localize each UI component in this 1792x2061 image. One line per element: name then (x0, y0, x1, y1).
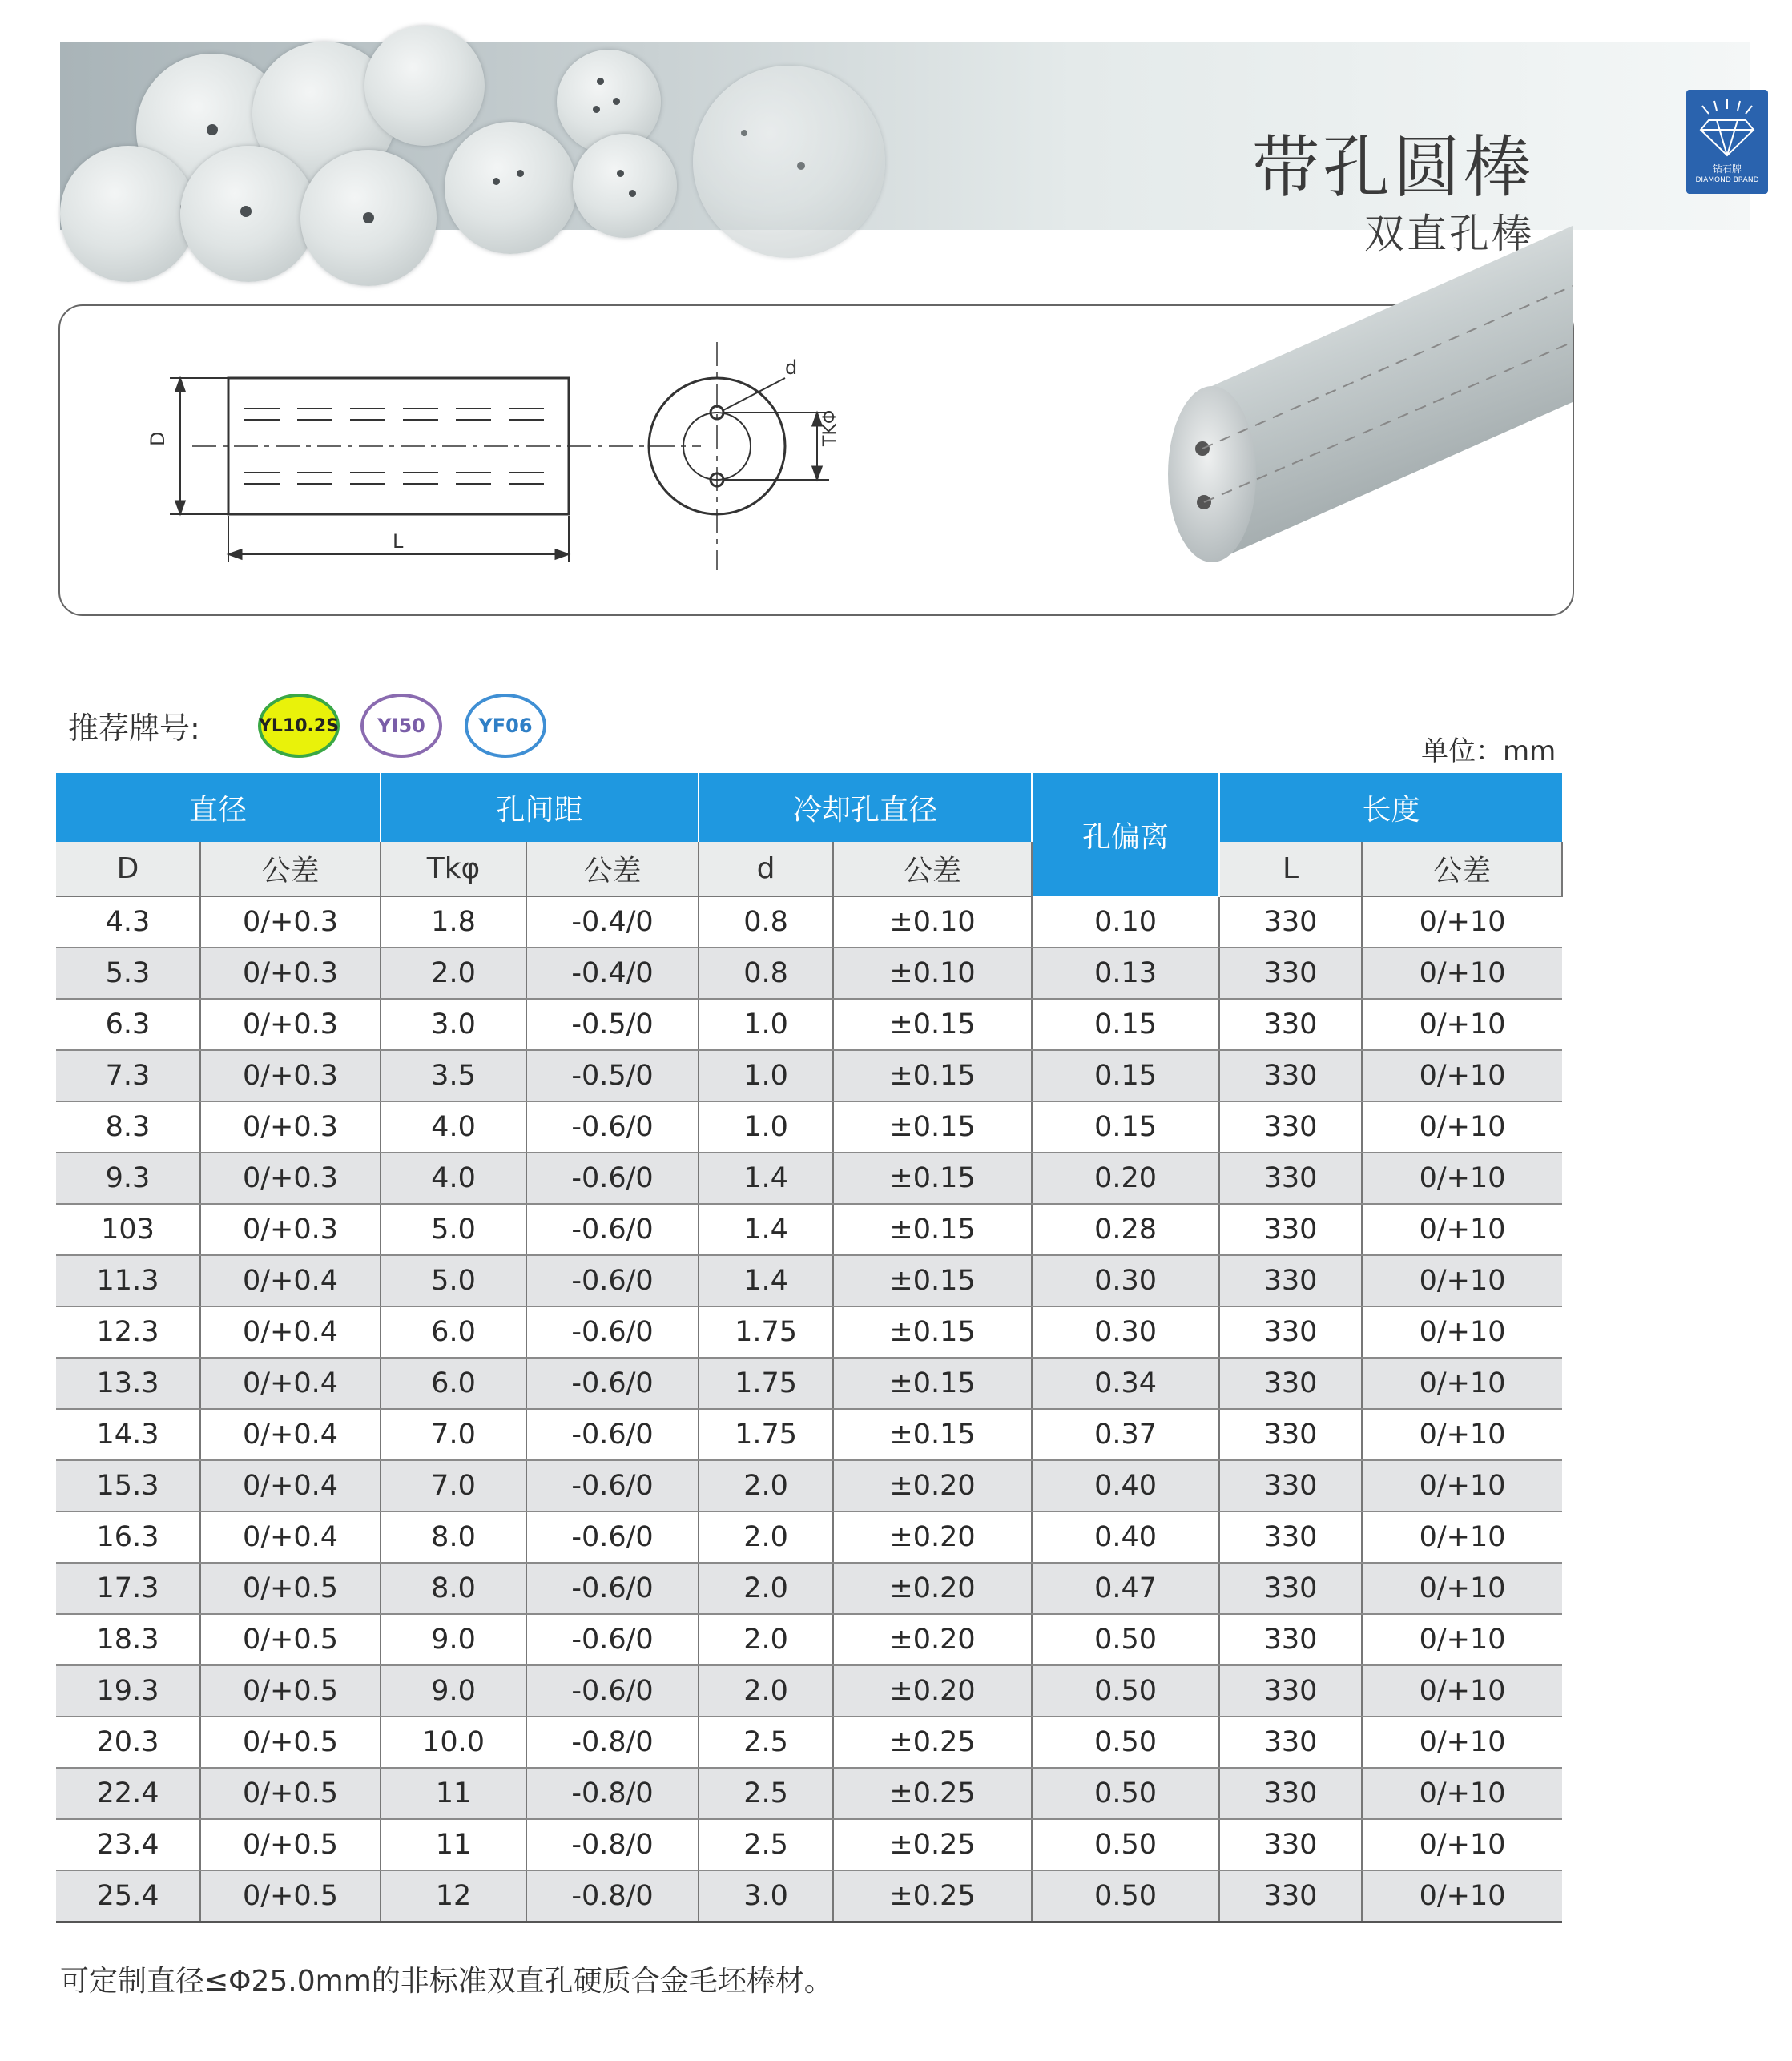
table-cell: 9.3 (56, 1153, 200, 1204)
table-cell: 0.50 (1032, 1870, 1219, 1922)
table-cell: ±0.15 (833, 1050, 1032, 1101)
dim-label-L: L (393, 530, 404, 553)
table-cell: 1.0 (699, 1050, 833, 1101)
table-cell: 14.3 (56, 1409, 200, 1460)
table-cell: 0/+0.4 (200, 1306, 381, 1358)
table-cell: ±0.15 (833, 1306, 1032, 1358)
table-cell: ±0.15 (833, 1204, 1032, 1255)
table-cell: ±0.15 (833, 1153, 1032, 1204)
table-cell: 4.0 (381, 1101, 526, 1153)
page-title: 带孔圆棒 (1251, 128, 1534, 207)
table-row (56, 1358, 1562, 1409)
table-cell: 1.4 (699, 1153, 833, 1204)
table-cell: 330 (1219, 1101, 1362, 1153)
subheader-D-tolerance: 公差 (200, 842, 381, 896)
table-row (56, 1717, 1562, 1768)
table-cell: 330 (1219, 1204, 1362, 1255)
table-cell: 330 (1219, 1306, 1362, 1358)
table-cell: -0.6/0 (526, 1204, 699, 1255)
table-cell: 6.3 (56, 999, 200, 1050)
brand-logo (1686, 90, 1768, 194)
table-cell: 8.3 (56, 1101, 200, 1153)
table-cell: ±0.20 (833, 1614, 1032, 1665)
table-cell: 0/+10 (1362, 1563, 1562, 1614)
subheader-Tk-tolerance: 公差 (526, 842, 699, 896)
table-cell: 0.50 (1032, 1819, 1219, 1870)
table-cell: 0/+10 (1362, 1512, 1562, 1563)
table-cell: 0/+0.4 (200, 1358, 381, 1409)
table-cell: 17.3 (56, 1563, 200, 1614)
table-cell: 7.0 (381, 1409, 526, 1460)
table-cell: 13.3 (56, 1358, 200, 1409)
table-cell: 330 (1219, 1255, 1362, 1306)
subheader-D: D (56, 842, 200, 896)
table-cell: 0/+0.5 (200, 1717, 381, 1768)
table-cell: 0.50 (1032, 1717, 1219, 1768)
table-cell: -0.8/0 (526, 1870, 699, 1922)
table-cell: 22.4 (56, 1768, 200, 1819)
table-cell: 0/+10 (1362, 1050, 1562, 1101)
table-cell: -0.4/0 (526, 948, 699, 999)
table-cell: 0/+10 (1362, 948, 1562, 999)
table-cell: -0.6/0 (526, 1563, 699, 1614)
table-cell: 25.4 (56, 1870, 200, 1922)
table-cell: -0.4/0 (526, 896, 699, 948)
table-cell: -0.6/0 (526, 1255, 699, 1306)
subheader-d-tolerance: 公差 (833, 842, 1032, 896)
page-subtitle: 双直孔棒 (1364, 211, 1534, 257)
table-cell: 0/+10 (1362, 1358, 1562, 1409)
table-row (56, 1306, 1562, 1358)
table-cell: -0.5/0 (526, 999, 699, 1050)
table-cell: 2.0 (699, 1614, 833, 1665)
table-cell: 23.4 (56, 1819, 200, 1870)
table-cell: 0.34 (1032, 1358, 1219, 1409)
table-cell: 9.0 (381, 1614, 526, 1665)
table-cell: 330 (1219, 1460, 1362, 1512)
table-row (56, 1563, 1562, 1614)
table-cell: 0.50 (1032, 1665, 1219, 1717)
table-cell: 1.4 (699, 1255, 833, 1306)
table-row (56, 1101, 1562, 1153)
table-row (56, 1460, 1562, 1512)
table-cell: 5.0 (381, 1204, 526, 1255)
table-cell: ±0.25 (833, 1768, 1032, 1819)
table-cell: 0/+10 (1362, 1306, 1562, 1358)
table-cell: 9.0 (381, 1665, 526, 1717)
table-cell: 19.3 (56, 1665, 200, 1717)
table-cell: 0.15 (1032, 1050, 1219, 1101)
table-cell: 20.3 (56, 1717, 200, 1768)
table-cell: ±0.25 (833, 1870, 1032, 1922)
subheader-L-tolerance: 公差 (1362, 842, 1562, 896)
table-cell: ±0.25 (833, 1717, 1032, 1768)
table-cell: 0/+0.5 (200, 1870, 381, 1922)
table-cell: 330 (1219, 1870, 1362, 1922)
table-cell: 1.75 (699, 1358, 833, 1409)
table-cell: 0/+0.4 (200, 1409, 381, 1460)
table-cell: -0.8/0 (526, 1819, 699, 1870)
dim-label-D: D (147, 431, 169, 446)
table-row (56, 1512, 1562, 1563)
grade-badge-yf06: YF06 (465, 694, 546, 758)
table-cell: 0/+10 (1362, 1665, 1562, 1717)
table-cell: 4.0 (381, 1153, 526, 1204)
table-cell: 8.0 (381, 1563, 526, 1614)
table-cell: -0.6/0 (526, 1460, 699, 1512)
table-cell: ±0.15 (833, 1409, 1032, 1460)
table-cell: 7.3 (56, 1050, 200, 1101)
table-cell: 5.3 (56, 948, 200, 999)
table-cell: 2.5 (699, 1717, 833, 1768)
table-cell: 1.0 (699, 999, 833, 1050)
table-cell: ±0.15 (833, 999, 1032, 1050)
table-cell: 0.13 (1032, 948, 1219, 999)
table-row (56, 1870, 1562, 1922)
table-cell: 330 (1219, 1717, 1362, 1768)
header-hole-spacing: 孔间距 (381, 773, 699, 842)
table-cell: 330 (1219, 948, 1362, 999)
table-cell: 11 (381, 1768, 526, 1819)
table-cell: 0/+10 (1362, 1101, 1562, 1153)
subheader-d: d (699, 842, 833, 896)
table-cell: 330 (1219, 1358, 1362, 1409)
table-cell: 7.0 (381, 1460, 526, 1512)
table-cell: -0.5/0 (526, 1050, 699, 1101)
table-cell: 0.50 (1032, 1614, 1219, 1665)
table-cell: 330 (1219, 1409, 1362, 1460)
table-row (56, 1665, 1562, 1717)
table-row (56, 1819, 1562, 1870)
table-cell: 0.37 (1032, 1409, 1219, 1460)
table-cell: ±0.20 (833, 1665, 1032, 1717)
table-row (56, 948, 1562, 999)
dim-label-d: d (785, 356, 798, 379)
table-cell: 12.3 (56, 1306, 200, 1358)
table-cell: 4.3 (56, 896, 200, 948)
table-cell: ±0.10 (833, 896, 1032, 948)
table-cell: 2.0 (381, 948, 526, 999)
table-cell: -0.8/0 (526, 1768, 699, 1819)
dim-label-TK: TKΦ (820, 409, 840, 446)
table-cell: 330 (1219, 1512, 1362, 1563)
table-cell: 11 (381, 1819, 526, 1870)
table-cell: 2.0 (699, 1512, 833, 1563)
table-cell: 1.0 (699, 1101, 833, 1153)
table-body (56, 896, 1562, 1922)
header-hole-offset: 孔偏离 (1032, 773, 1219, 896)
grade-badge-yi50: YI50 (360, 694, 442, 758)
table-cell: 3.0 (699, 1870, 833, 1922)
table-cell: 2.0 (699, 1665, 833, 1717)
table-cell: 0/+10 (1362, 1409, 1562, 1460)
table-cell: 0/+0.3 (200, 948, 381, 999)
table-cell: 6.0 (381, 1306, 526, 1358)
table-cell: 0.20 (1032, 1153, 1219, 1204)
table-cell: 330 (1219, 1563, 1362, 1614)
table-row (56, 1255, 1562, 1306)
table-cell: 0/+10 (1362, 896, 1562, 948)
table-cell: 3.5 (381, 1050, 526, 1101)
table-cell: 0.15 (1032, 999, 1219, 1050)
table-cell: 15.3 (56, 1460, 200, 1512)
table-cell: 0.8 (699, 948, 833, 999)
table-cell: 0.28 (1032, 1204, 1219, 1255)
table-cell: 1.75 (699, 1306, 833, 1358)
table-cell: 8.0 (381, 1512, 526, 1563)
table-cell: -0.6/0 (526, 1101, 699, 1153)
table-cell: -0.6/0 (526, 1153, 699, 1204)
rod-3d-illustration (1092, 306, 1573, 614)
table-cell: 0/+0.3 (200, 1153, 381, 1204)
table-cell: 330 (1219, 1153, 1362, 1204)
header-banner (60, 42, 1750, 257)
table-cell: 0/+0.3 (200, 896, 381, 948)
table-cell: 330 (1219, 1768, 1362, 1819)
table-cell: 12 (381, 1870, 526, 1922)
table-cell: 3.0 (381, 999, 526, 1050)
table-cell: 2.0 (699, 1460, 833, 1512)
header-diameter: 直径 (56, 773, 381, 842)
table-cell: 0.10 (1032, 896, 1219, 948)
table-cell: -0.6/0 (526, 1614, 699, 1665)
table-cell: 0.47 (1032, 1563, 1219, 1614)
table-cell: 2.5 (699, 1819, 833, 1870)
table-row (56, 1768, 1562, 1819)
table-cell: 0/+10 (1362, 1204, 1562, 1255)
table-row (56, 896, 1562, 948)
table-cell: 1.4 (699, 1204, 833, 1255)
table-cell: 1.8 (381, 896, 526, 948)
specification-table (56, 773, 1563, 1923)
table-cell: 330 (1219, 1050, 1362, 1101)
table-row (56, 999, 1562, 1050)
recommended-grades-label: 推荐牌号: (68, 710, 200, 746)
table-cell: 0/+0.5 (200, 1614, 381, 1665)
table-row (56, 1153, 1562, 1204)
table-cell: 330 (1219, 1614, 1362, 1665)
table-cell: 6.0 (381, 1358, 526, 1409)
table-cell: 0.30 (1032, 1255, 1219, 1306)
table-cell: ±0.20 (833, 1460, 1032, 1512)
table-cell: 330 (1219, 999, 1362, 1050)
header-cooling-hole: 冷却孔直径 (699, 773, 1032, 842)
table-cell: 10.0 (381, 1717, 526, 1768)
table-cell: 0/+10 (1362, 1153, 1562, 1204)
table-cell: 0/+0.5 (200, 1768, 381, 1819)
table-cell: 0/+0.4 (200, 1512, 381, 1563)
table-cell: ±0.20 (833, 1512, 1032, 1563)
header-length: 长度 (1219, 773, 1562, 842)
table-cell: 0/+0.5 (200, 1563, 381, 1614)
table-cell: 1.75 (699, 1409, 833, 1460)
table-cell: 5.0 (381, 1255, 526, 1306)
table-cell: 2.5 (699, 1768, 833, 1819)
table-cell: 0/+0.3 (200, 1050, 381, 1101)
table-cell: 18.3 (56, 1614, 200, 1665)
table-cell: 16.3 (56, 1512, 200, 1563)
table-cell: ±0.15 (833, 1255, 1032, 1306)
unit-label: 单位：mm (1421, 735, 1556, 767)
table-cell: 0/+10 (1362, 1255, 1562, 1306)
table-cell: 11.3 (56, 1255, 200, 1306)
table-cell: 0/+10 (1362, 1819, 1562, 1870)
table-cell: 0/+10 (1362, 1768, 1562, 1819)
table-cell: -0.6/0 (526, 1409, 699, 1460)
table-cell: 0/+10 (1362, 999, 1562, 1050)
table-cell: 103 (56, 1204, 200, 1255)
table-cell: 330 (1219, 1665, 1362, 1717)
table-cell: ±0.10 (833, 948, 1032, 999)
table-cell: ±0.20 (833, 1563, 1032, 1614)
subheader-Tk: Tkφ (381, 842, 526, 896)
table-cell: 0/+0.4 (200, 1460, 381, 1512)
table-cell: 0/+0.5 (200, 1819, 381, 1870)
table-cell: 2.0 (699, 1563, 833, 1614)
subheader-L: L (1219, 842, 1362, 896)
table-row (56, 1409, 1562, 1460)
table-cell: 0.8 (699, 896, 833, 948)
table-cell: 0.30 (1032, 1306, 1219, 1358)
table-cell: 0/+10 (1362, 1460, 1562, 1512)
table-cell: 0/+10 (1362, 1717, 1562, 1768)
table-cell: 0.40 (1032, 1512, 1219, 1563)
technical-drawing-panel (58, 304, 1574, 616)
table-cell: 0.50 (1032, 1768, 1219, 1819)
table-row (56, 1614, 1562, 1665)
table-row (56, 1204, 1562, 1255)
table-cell: 0/+0.3 (200, 1204, 381, 1255)
grade-badge-yl10-2s: YL10.2S (258, 694, 340, 758)
table-cell: -0.6/0 (526, 1306, 699, 1358)
table-cell: -0.8/0 (526, 1717, 699, 1768)
table-cell: ±0.15 (833, 1101, 1032, 1153)
table-cell: 0.40 (1032, 1460, 1219, 1512)
logo-text-cn: 钻石牌 (1712, 163, 1742, 175)
table-row (56, 1050, 1562, 1101)
table-cell: 0/+0.4 (200, 1255, 381, 1306)
table-cell: ±0.15 (833, 1358, 1032, 1409)
table-cell: 330 (1219, 1819, 1362, 1870)
table-cell: 0/+0.3 (200, 1101, 381, 1153)
table-cell: 0/+0.3 (200, 999, 381, 1050)
diamond-icon (1686, 90, 1768, 162)
table-cell: 0.15 (1032, 1101, 1219, 1153)
table-cell: 330 (1219, 896, 1362, 948)
table-cell: ±0.25 (833, 1819, 1032, 1870)
footer-note: 可定制直径≤Φ25.0mm的非标准双直孔硬质合金毛坯棒材。 (60, 1965, 833, 1998)
table-cell: 0/+10 (1362, 1870, 1562, 1922)
table-cell: 0/+10 (1362, 1614, 1562, 1665)
table-cell: -0.6/0 (526, 1665, 699, 1717)
table-cell: 0/+0.5 (200, 1665, 381, 1717)
logo-text-en: DIAMOND BRAND (1695, 176, 1759, 184)
table-cell: -0.6/0 (526, 1512, 699, 1563)
table-cell: -0.6/0 (526, 1358, 699, 1409)
